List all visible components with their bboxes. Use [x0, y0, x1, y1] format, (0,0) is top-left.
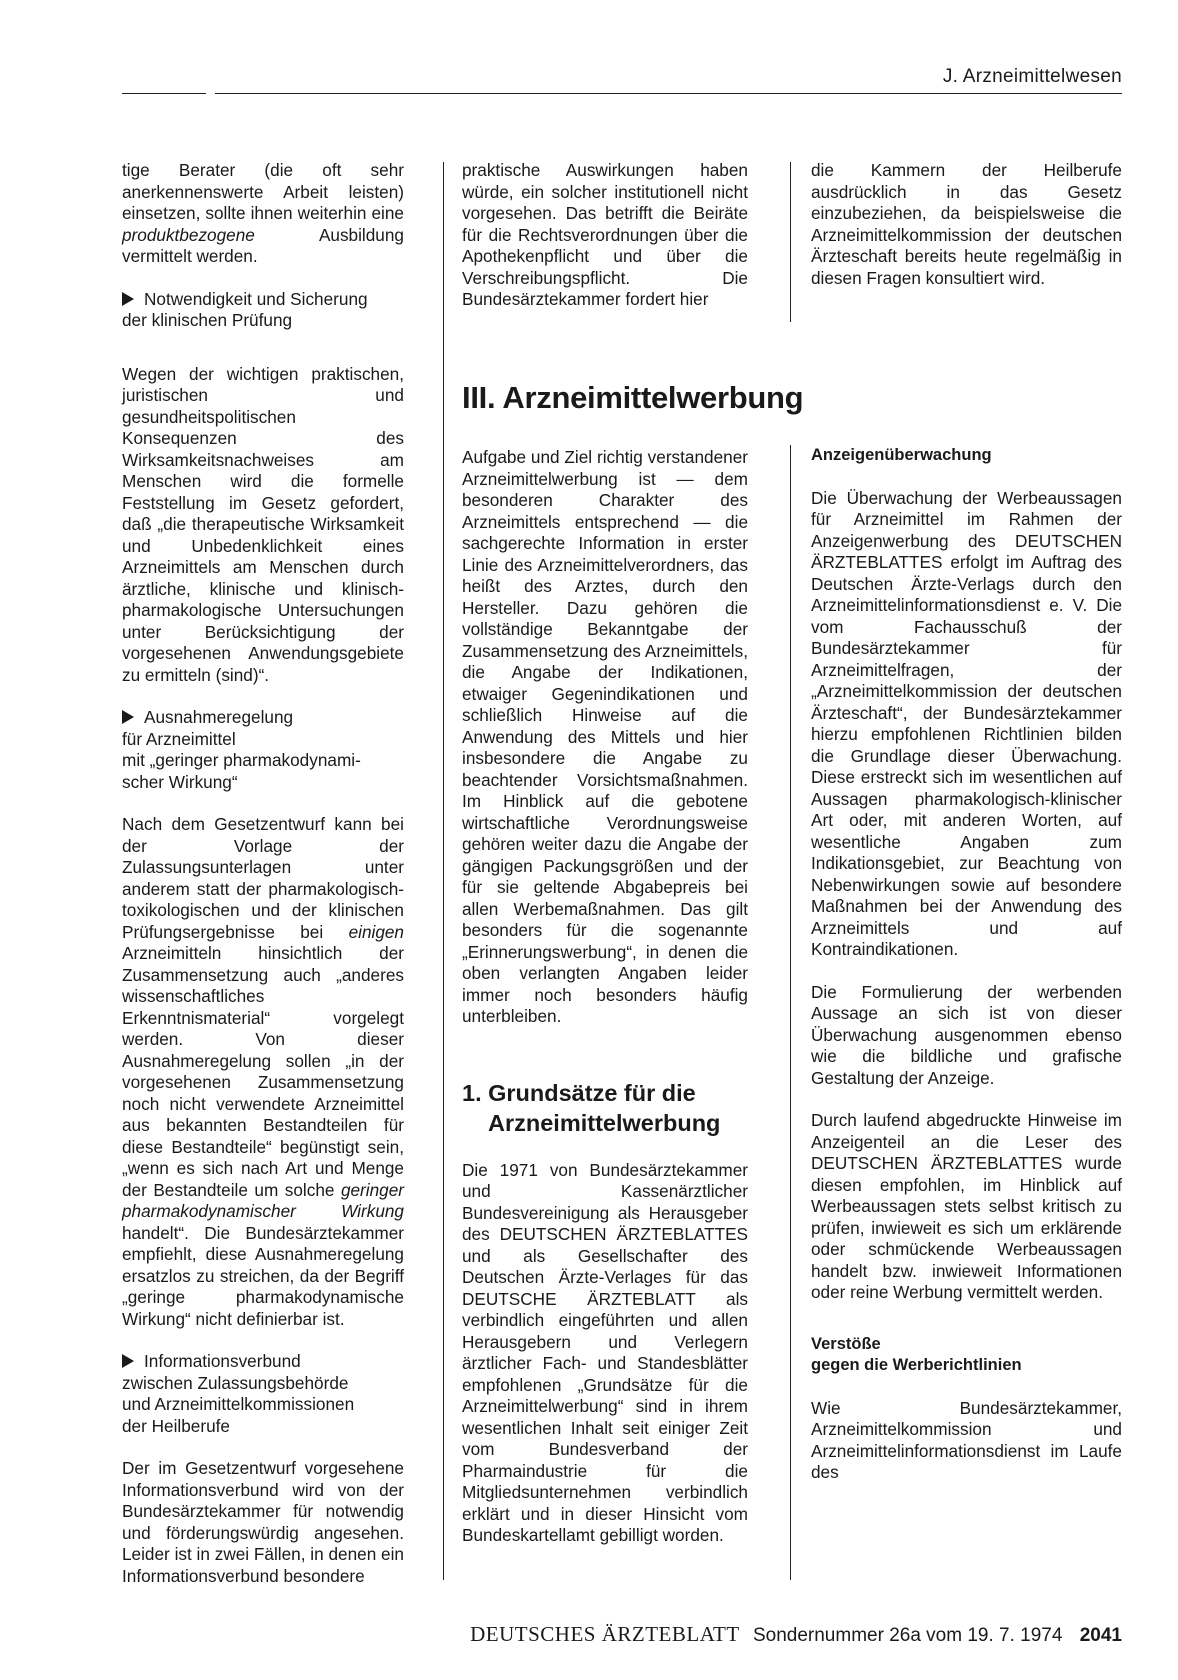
- col1-bullet-heading-1: [122, 289, 404, 332]
- sub-heading-line-2: Arzneimittelwerbung: [488, 1109, 721, 1136]
- footer-page-number: 2041: [1079, 1625, 1122, 1646]
- col1-bullet-heading-2: [122, 707, 404, 793]
- footer-issue: Sondernummer 26a vom 19. 7. 1974: [752, 1625, 1063, 1646]
- col1-paragraph-4: Der im Gesetzentwurf vorgesehene Informationsverbund wird von der Bundesärztekammer für notwendig und förderungswürdig angesehen. Leider ist in zwei Fällen, in denen ein Informationsverbund besondere: [122, 1458, 404, 1586]
- column-divider-2-top: [790, 162, 791, 322]
- col1-paragraph-1: [122, 160, 404, 268]
- bullet-3-line-3: und Arzneimittelkommissionen: [122, 1394, 355, 1414]
- page-header-title: J. Arzneimittelwesen: [942, 66, 1122, 87]
- col2-sub-heading: [462, 1078, 748, 1138]
- triangle-bullet-icon: [122, 1354, 134, 1368]
- column-3: [811, 445, 1122, 1484]
- col3-paragraph-4: Wie Bundesärztekammer, Arzneimittelkommission und Arzneimittelinformationsdienst im Laufe des: [811, 1397, 1122, 1482]
- col1-p3-part-b: Arzneimitteln hinsichtlich der Zusammensetzung auch „anderes wissenschaftliches Erkenntnismaterial“ vorgelegt werden. Von dieser Ausnahmeregelung sollen „in der vorgesehenen Zusammensetzung noch nicht verwendete Arzneimittel aus bekannten Bestandteilen für diese Bestandteile“ begünstigt sein, „wenn es sich nach Art und Menge der Bestandteile um solche: [122, 943, 404, 1200]
- col3-paragraph-2: Die Formulierung der werbenden Aussage an sich ist von dieser Überwachung ausgenommen ebenso wie die bildliche und grafische Gestaltung der Anzeige.: [811, 981, 1122, 1088]
- column-divider-2-bottom: [790, 445, 791, 1580]
- section-heading: III. Arzneimittelwerbung: [462, 380, 804, 415]
- bullet-3-line-1: Informationsverbund: [144, 1351, 301, 1371]
- col2-paragraph-1: Aufgabe und Ziel richtig verstandener Arzneimittelwerbung ist — dem besonderen Charakter des Arzneimittels entsprechend — die sachgerechte Information in erster Linie des Arzneimittelverordners, das heißt des Arztes, durch den Hersteller. Dazu gehören die vollständige Bekanntgabe der Zusammensetzung des Arzneimittels, die Angabe der Indikationen, etwaiger Gegenindikationen und schließlich Hinweise auf die Anwendung des Mittels und hier insbesondere die Angabe zu beachtender Vorsichtsmaßnahmen. Im Hinblick auf die gebotene wirtschaftliche Verordnungsweise gehören weiter dazu die Angabe der gängigen Packungsgrößen und der für sie geltende Abgabepreis bei allen Werbemaßnahmen. Das gilt besonders für die sogenannte „Erinnerungswerbung“, in denen die oben verlangten Angaben leider immer noch besonders häufig unterbleiben.: [462, 447, 748, 1026]
- bullet-2-line-1: Ausnahmeregelung: [144, 707, 294, 727]
- col1-p3-emphasis-2: geringer pharmakodynamischer Wirkung: [122, 1179, 404, 1221]
- bullet-1-line-2: der klinischen Prüfung: [122, 310, 293, 330]
- col3-heading-1: Anzeigenüberwachung: [811, 446, 992, 464]
- page-footer: [470, 1622, 1122, 1647]
- column-3-top: [811, 160, 1122, 289]
- col3-paragraph-3: Durch laufend abgedruckte Hinweise im Anzeigenteil an die Leser des DEUTSCHEN ÄRZTEBLATTES wurde diesen empfohlen, im Hinblick auf Werbeaussagen stets selbst kritisch zu prüfen, inwieweit es sich um erklärende oder schmückende Werbeaussagen handelt bzw. inwieweit Informationen oder reine Werbung vermittelt werden.: [811, 1110, 1122, 1302]
- sub-heading-line-1: 1. Grundsätze für die: [462, 1079, 696, 1106]
- col1-p3-part-a: Nach dem Gesetzentwurf kann bei der Vorlage der Zulassungsunterlagen unter anderem statt der pharmakologisch-toxikologischen und der klinischen Prüfungsergebnisse bei: [122, 814, 404, 942]
- bullet-2-line-3: mit „geringer pharmakodynami-: [122, 750, 361, 770]
- column-1: [122, 160, 404, 1587]
- col1-p1-end: Ausbildung vermittelt werden.: [122, 224, 404, 266]
- bullet-1-line-1: Notwendigkeit und Sicherung: [144, 288, 368, 309]
- triangle-bullet-icon: [122, 710, 134, 724]
- col3-paragraph-1: Die Überwachung der Werbeaussagen für Arzneimittel im Rahmen der Anzeigenwerbung des DEUTSCHEN ÄRZTEBLATTES erfolgt im Auftrag des Deutschen Ärzte-Verlags durch den Arzneimittelinformationsdienst e. V. Die vom Fachausschuß der Bundesärztekammer für Arzneimittelfragen, der „Arzneimittelkommission der deutschen Ärzteschaft“, der Bundesärztekammer hierzu empfohlenen Richtlinien bilden die Grundlage dieser Überwachung. Diese erstreckt sich im wesentlichen auf Aussagen pharmakologisch-klinischer Art oder, mit anderen Worten, auf wesentliche Angaben zum Indikationsgebiet, zur Beachtung von Nebenwirkungen sowie auf besondere Maßnahmen bei der Anwendung des Arzneimittels und auf Kontraindikationen.: [811, 487, 1122, 959]
- footer-magazine-name: DEUTSCHES ÄRZTEBLATT: [470, 1622, 740, 1646]
- column-divider-1: [443, 162, 444, 1580]
- bullet-2-line-2: für Arzneimittel: [122, 728, 236, 749]
- col1-p1-text: tige Berater (die oft sehr anerkennenswerte Arbeit leisten) einsetzen, sollte ihnen weiterhin eine: [122, 160, 404, 223]
- heading-2-line-2: gegen die Werberichtlinien: [811, 1356, 1022, 1374]
- header-rule-gap: [206, 92, 215, 96]
- col1-bullet-heading-3: [122, 1351, 404, 1437]
- col1-p3-emphasis-1: einigen: [348, 921, 404, 942]
- triangle-bullet-icon: [122, 292, 134, 306]
- col3-top-paragraph: die Kammern der Heilberufe ausdrücklich in das Gesetz einzubeziehen, da beispielsweise die Arzneimittelkommission der deutschen Ärzteschaft bereits heute regelmäßig in diesen Fragen konsultiert wird.: [811, 160, 1122, 288]
- col1-p1-emphasis: produktbezogene: [122, 224, 255, 245]
- col2-top-paragraph: praktische Auswirkungen haben würde, ein solcher institutionell nicht vorgesehen. Das betrifft die Beiräte für die Rechtsverordnungen über die Apothekenpflicht und über die Verschreibungspflicht. Die Bundesärztekammer fordert hier: [462, 160, 748, 309]
- column-2: [462, 447, 748, 1547]
- bullet-3-line-2: zwischen Zulassungsbehörde: [122, 1372, 349, 1393]
- heading-2-line-1: Verstöße: [811, 1334, 881, 1353]
- bullet-3-line-4: der Heilberufe: [122, 1415, 230, 1436]
- col3-heading-2: [811, 1334, 1122, 1377]
- col1-paragraph-3: [122, 814, 404, 1330]
- bullet-2-line-4: scher Wirkung“: [122, 771, 238, 792]
- col1-paragraph-2: Wegen der wichtigen praktischen, juristischen und gesundheitspolitischen Konsequenzen des Wirksamkeitsnachweises am Menschen wird die formelle Feststellung im Gesetz gefordert, daß „die therapeutische Wirksamkeit und Unbedenklichkeit eines Arzneimittels am Menschen durch ärztliche, klinische und klinisch-pharmakologische Untersuchungen unter Berücksichtigung der vorgesehenen Anwendungsgebiete zu ermitteln (sind)“.: [122, 363, 404, 685]
- col1-p3-part-c: handelt“. Die Bundesärztekammer empfiehlt, diese Ausnahmeregelung ersatzlos zu streichen, da der Begriff „geringe pharmakodynamische Wirkung“ nicht definierbar ist.: [122, 1222, 404, 1329]
- header-rule: [122, 93, 1122, 94]
- col2-paragraph-2: Die 1971 von Bundesärztekammer und Kassenärztlicher Bundesvereinigung als Herausgeber des DEUTSCHEN ÄRZTEBLATTES und als Gesellschafter des Deutschen Ärzte-Verlages für das DEUTSCHE ÄRZTEBLATT als verbindlich eingeführten und allen Herausgebern und Verlegern ärztlicher Fach- und Standesblätter empfohlenen „Grundsätze für die Arzneimittelwerbung“ sind in ihrem wesentlichen Inhalt seit einiger Zeit vom Bundesverband der Pharmaindustrie für die Mitgliedsunternehmen verbindlich erklärt und in dieser Hinsicht vom Bundeskartellamt gebilligt worden.: [462, 1159, 748, 1545]
- column-2-top: [462, 160, 748, 311]
